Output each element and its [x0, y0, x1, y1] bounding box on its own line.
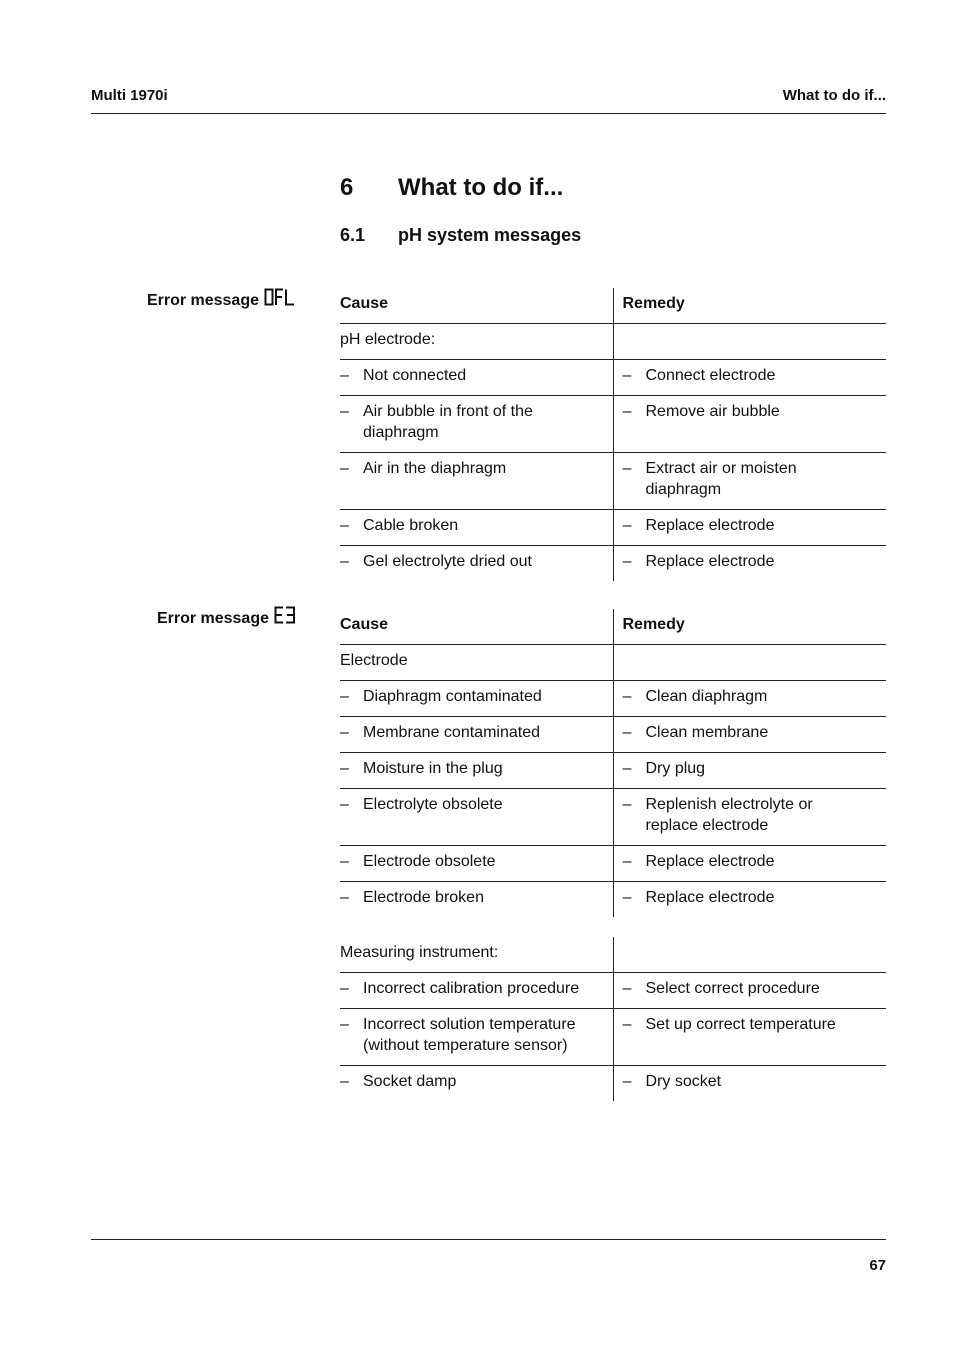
cause-cell: Incorrect solution temperature (without temperature sensor)	[363, 1016, 576, 1054]
dash-bullet: –	[340, 1016, 349, 1033]
cause-cell: Electrode obsolete	[363, 853, 496, 870]
dash-bullet: –	[622, 688, 632, 705]
cause-header: Cause	[340, 609, 613, 645]
cause-cell: Cable broken	[363, 517, 459, 534]
dash-bullet: –	[340, 760, 349, 777]
error-message-label-ofl	[147, 288, 296, 313]
error-message-label-e3	[157, 606, 296, 631]
dash-bullet: –	[340, 460, 349, 477]
dash-bullet: –	[340, 553, 349, 570]
error-e3-table	[340, 609, 886, 917]
chapter-title-text: What to do if...	[398, 174, 564, 201]
dash-bullet: –	[622, 796, 632, 813]
dash-bullet: –	[622, 889, 632, 906]
dash-bullet: –	[340, 688, 349, 705]
table-row	[340, 973, 886, 1009]
running-header-left: Multi 1970i	[91, 87, 168, 104]
dash-bullet: –	[622, 1073, 632, 1090]
page-number: 67	[869, 1257, 886, 1274]
empty-cell	[613, 324, 886, 360]
table-row	[340, 717, 886, 753]
cause-cell: Socket damp	[363, 1073, 457, 1090]
table-row-group	[340, 645, 886, 681]
remedy-header: Remedy	[613, 609, 886, 645]
section-title-text: pH system messages	[398, 225, 582, 245]
running-header-right: What to do if...	[782, 87, 886, 104]
dash-bullet: –	[622, 760, 632, 777]
table-row	[340, 846, 886, 882]
cause-cell: Incorrect calibration procedure	[363, 980, 580, 997]
remedy-cell: Dry socket	[645, 1073, 722, 1090]
table-row	[340, 753, 886, 789]
dash-bullet: –	[622, 367, 632, 384]
group-label: Measuring instrument:	[340, 944, 499, 961]
cause-cell: Not connected	[363, 367, 467, 384]
cause-header: Cause	[340, 288, 613, 324]
cause-cell: Air in the diaphragm	[363, 460, 507, 477]
table-row	[340, 396, 886, 453]
table-row	[340, 453, 886, 510]
remedy-cell: Clean membrane	[645, 724, 769, 741]
table-row	[340, 789, 886, 846]
section-title	[340, 225, 581, 246]
dash-bullet: –	[622, 553, 632, 570]
measuring-instrument-table	[340, 937, 886, 1101]
dash-bullet: –	[340, 724, 349, 741]
empty-cell	[613, 645, 886, 681]
table-row	[340, 360, 886, 396]
section-number: 6.1	[340, 225, 366, 245]
dash-bullet: –	[340, 853, 349, 870]
cause-cell: Electrolyte obsolete	[363, 796, 503, 813]
dash-bullet: –	[340, 1073, 349, 1090]
dash-bullet: –	[622, 980, 632, 997]
error-ofl-table	[340, 288, 886, 581]
table-row	[340, 681, 886, 717]
dash-bullet: –	[622, 460, 632, 477]
remedy-cell: Clean diaphragm	[645, 688, 768, 705]
dash-bullet: –	[340, 796, 349, 813]
dash-bullet: –	[340, 367, 349, 384]
cause-cell: Diaphragm contaminated	[363, 688, 542, 705]
remedy-cell: Connect electrode	[645, 367, 776, 384]
footer-rule	[91, 1239, 886, 1240]
header-rule	[91, 113, 886, 114]
table-row-group	[340, 937, 886, 973]
table-row	[340, 510, 886, 546]
ofl-display-icon	[264, 288, 296, 313]
cause-cell: Electrode broken	[363, 889, 484, 906]
cause-cell: Membrane contaminated	[363, 724, 540, 741]
remedy-cell: Replace electrode	[645, 553, 775, 570]
cause-cell: Air bubble in front of the diaphragm	[363, 403, 533, 441]
dash-bullet: –	[340, 980, 349, 997]
dash-bullet: –	[340, 889, 349, 906]
remedy-cell: Replace electrode	[645, 889, 775, 906]
empty-cell	[613, 937, 886, 973]
remedy-cell: Replace electrode	[645, 853, 775, 870]
chapter-number: 6	[340, 174, 354, 201]
dash-bullet: –	[622, 853, 632, 870]
table-row-group	[340, 324, 886, 360]
remedy-cell: Select correct procedure	[645, 980, 820, 997]
group-label: Electrode	[340, 652, 408, 669]
dash-bullet: –	[622, 517, 632, 534]
remedy-cell: Replenish electrolyte or replace electrode	[645, 796, 813, 834]
table-row	[340, 1066, 886, 1102]
remedy-cell: Remove air bubble	[645, 403, 780, 420]
group-label: pH electrode:	[340, 331, 436, 348]
cause-cell: Moisture in the plug	[363, 760, 503, 777]
table-row	[340, 546, 886, 582]
error-message-text: Error message	[156, 609, 269, 627]
dash-bullet: –	[622, 1016, 632, 1033]
dash-bullet: –	[340, 517, 349, 534]
remedy-cell: Set up correct temperature	[645, 1016, 836, 1033]
chapter-title	[340, 174, 563, 202]
dash-bullet: –	[622, 403, 632, 420]
remedy-cell: Replace electrode	[645, 517, 775, 534]
error-message-text: Error message	[146, 291, 259, 309]
remedy-cell: Dry plug	[645, 760, 706, 777]
table-row	[340, 882, 886, 918]
dash-bullet: –	[340, 403, 349, 420]
dash-bullet: –	[622, 724, 632, 741]
table-row	[340, 1009, 886, 1066]
e3-display-icon	[274, 606, 296, 631]
cause-cell: Gel electrolyte dried out	[363, 553, 532, 570]
remedy-cell: Extract air or moisten diaphragm	[645, 460, 797, 498]
remedy-header: Remedy	[613, 288, 886, 324]
